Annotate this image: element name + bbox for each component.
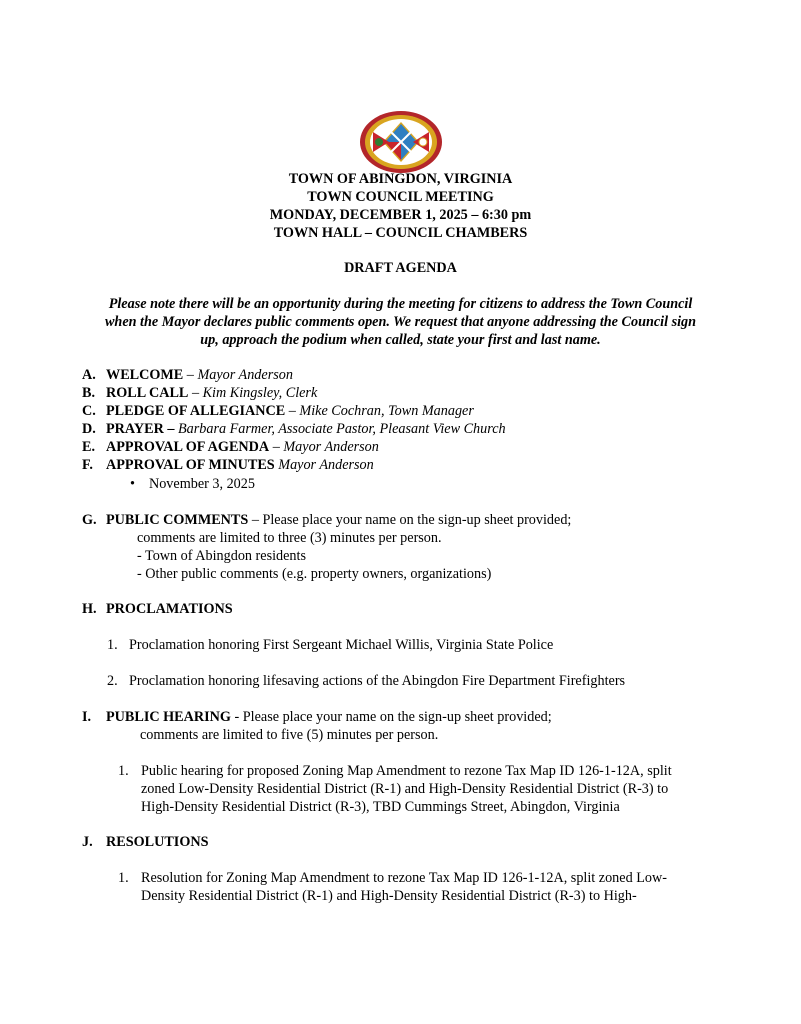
item-letter: H. — [82, 601, 97, 617]
minutes-date: November 3, 2025 — [148, 476, 255, 492]
item-letter: C. — [82, 403, 96, 419]
item-title: RESOLUTIONS — [106, 834, 209, 850]
agenda-item-public-comments — [82, 512, 571, 529]
item-detail: – Mayor Anderson — [183, 367, 293, 383]
item-title: ROLL CALL — [106, 385, 189, 401]
resolution-1-line-1 — [118, 870, 667, 887]
notice-line-2: when the Mayor declares public comments open. We request that anyone addressing the Council sign — [104, 314, 697, 330]
item-title: PRAYER – — [106, 421, 175, 437]
minutes-bullet — [130, 476, 255, 493]
item-letter: I. — [82, 709, 92, 725]
agenda-item-roll-call — [82, 385, 317, 402]
item-letter: J. — [82, 834, 93, 850]
item-title: APPROVAL OF MINUTES — [106, 457, 275, 473]
item-detail: – Mayor Anderson — [269, 439, 379, 455]
agenda-item-resolutions — [82, 834, 209, 851]
proclamation-2 — [107, 673, 625, 690]
public-hearing-1-line-3: High-Density Residential District (R-3), TBD Cummings Street, Abingdon, Virginia — [141, 799, 620, 815]
public-comments-residents: - Town of Abingdon residents — [137, 548, 306, 564]
agenda-item-approval-agenda — [82, 439, 379, 456]
town-seal-logo — [359, 110, 443, 174]
resolution-text: Resolution for Zoning Map Amendment to rezone Tax Map ID 126-1-12A, split zoned Low- — [141, 870, 667, 886]
agenda-item-prayer — [82, 421, 506, 438]
item-title: APPROVAL OF AGENDA — [106, 439, 270, 455]
proclamation-text: Proclamation honoring First Sergeant Michael Willis, Virginia State Police — [129, 637, 554, 653]
public-hearing-limit: comments are limited to five (5) minutes per person. — [140, 727, 439, 743]
hearing-text: Public hearing for proposed Zoning Map Amendment to rezone Tax Map ID 126-1-12A, split — [141, 763, 672, 779]
item-title: PROCLAMATIONS — [106, 601, 233, 617]
item-detail: – Mike Cochran, Town Manager — [285, 403, 474, 419]
header-meeting-type: TOWN COUNCIL MEETING — [307, 189, 494, 205]
item-letter: E. — [82, 439, 96, 455]
item-detail: - Please place your name on the sign-up sheet provided; — [230, 709, 552, 725]
header-town-name: TOWN OF ABINGDON, VIRGINIA — [288, 171, 513, 187]
item-letter: A. — [82, 367, 96, 383]
notice-line-3: up, approach the podium when called, state your first and last name. — [200, 332, 601, 348]
item-detail: – Please place your name on the sign-up sheet provided; — [248, 512, 572, 528]
item-letter: B. — [82, 385, 96, 401]
agenda-item-public-hearing — [82, 709, 552, 726]
item-letter: D. — [82, 421, 96, 437]
agenda-title: DRAFT AGENDA — [344, 260, 457, 276]
item-detail: Barbara Farmer, Associate Pastor, Pleasant View Church — [174, 421, 506, 437]
agenda-item-approval-minutes — [82, 457, 374, 474]
list-number: 1. — [118, 763, 129, 779]
public-hearing-1-line-1 — [118, 763, 672, 780]
item-title: WELCOME — [106, 367, 184, 383]
public-hearing-1-line-2: zoned Low-Density Residential District (R-1) and High-Density Residential District (R-3) to — [141, 781, 669, 797]
item-letter: G. — [82, 512, 97, 528]
list-number: 2. — [107, 673, 118, 689]
item-title: PUBLIC HEARING — [106, 709, 231, 725]
notice-line-1: Please note there will be an opportunity during the meeting for citizens to address the Town Council — [108, 296, 693, 312]
header-meeting-date: MONDAY, DECEMBER 1, 2025 – 6:30 pm — [269, 207, 532, 223]
item-letter: F. — [82, 457, 93, 473]
agenda-item-pledge — [82, 403, 474, 420]
item-detail: Mayor Anderson — [274, 457, 374, 473]
resolution-1-line-2: Density Residential District (R-1) and High-Density Residential District (R-3) to High- — [141, 888, 637, 904]
item-title: PLEDGE OF ALLEGIANCE — [106, 403, 286, 419]
item-detail: – Kim Kingsley, Clerk — [188, 385, 318, 401]
proclamation-text: Proclamation honoring lifesaving actions of the Abingdon Fire Department Firefighters — [129, 673, 626, 689]
bullet-icon: • — [130, 476, 135, 492]
agenda-item-welcome — [82, 367, 293, 384]
public-comments-other: - Other public comments (e.g. property owners, organizations) — [137, 566, 492, 582]
list-number: 1. — [107, 637, 118, 653]
proclamation-1 — [107, 637, 553, 654]
list-number: 1. — [118, 870, 129, 886]
agenda-item-proclamations — [82, 601, 233, 618]
header-location: TOWN HALL – COUNCIL CHAMBERS — [273, 225, 528, 241]
item-title: PUBLIC COMMENTS — [106, 512, 249, 528]
public-comments-limit: comments are limited to three (3) minutes per person. — [137, 530, 442, 546]
